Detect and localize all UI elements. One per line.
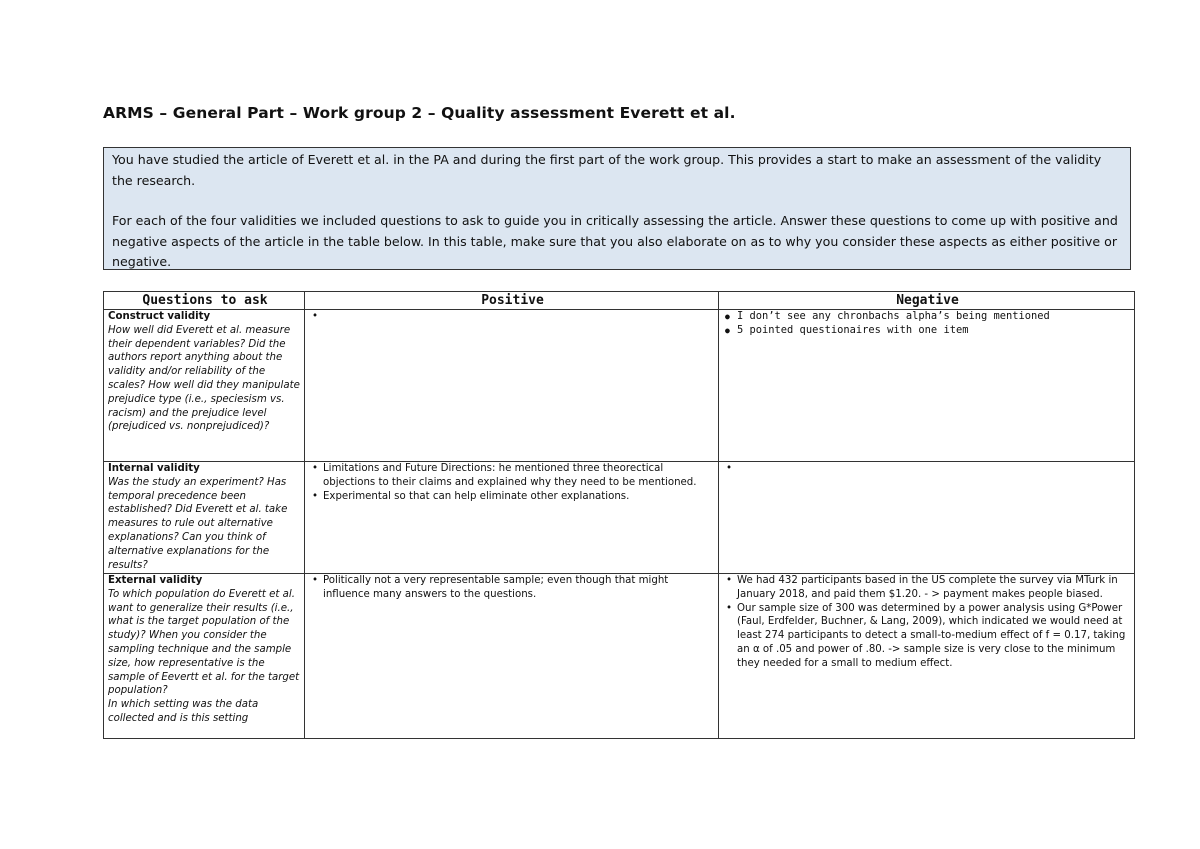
list-item: • Politically not a very representable sample; even though that might influence many answers to the questions. — [323, 574, 716, 602]
validity-name: Internal validity — [108, 463, 200, 474]
negative-cell[interactable] — [719, 310, 1135, 462]
validity-questions: Was the study an experiment? Has temporal precedence been established? Did Everett et al. take measures to rule out alternative explanations? Can you think of alternative explanations for the results? — [108, 476, 288, 571]
validity-questions: How well did Everett et al. measure their dependent variables? Did the authors report anything about the validity and/or reliability of the scales? How well did they manipulate prejudice type (i.e., speciesism vs. racism) and the prejudice level (prejudiced vs. nonprejudiced)? — [108, 324, 300, 433]
list-item: ● I don’t see any chronbachs alpha’s being mentioned — [737, 310, 1132, 324]
list-item: • Experimental so that can help eliminate other explanations. — [323, 490, 716, 504]
negative-list — [723, 574, 1132, 671]
positive-cell[interactable] — [305, 310, 719, 462]
list-item: ● 5 pointed questionaires with one item — [737, 324, 1132, 338]
list-item: • We had 432 participants based in the US complete the survey via MTurk in January 2018, and paid them $1.20. - > payment makes people biased. — [737, 574, 1132, 602]
negative-cell[interactable] — [719, 574, 1135, 739]
document-title: ARMS – General Part – Work group 2 – Quality assessment Everett et al. — [103, 104, 736, 122]
table-header-row — [104, 292, 1135, 310]
positive-list — [309, 462, 716, 503]
header-negative: Negative — [719, 292, 1135, 310]
instructions-paragraph-2: For each of the four validities we included questions to ask to guide you in critically assessing the article. Answer these questions to come up with positive and negative aspects of the article in the table below. In this table, make sure that you also elaborate on as to why you consider these aspects as either positive or negative. — [112, 213, 1118, 269]
instructions-box — [103, 147, 1131, 270]
table-row-external-validity — [104, 574, 1135, 739]
questions-cell — [104, 462, 305, 574]
positive-cell[interactable] — [305, 462, 719, 574]
table-row-internal-validity — [104, 462, 1135, 574]
validity-name: Construct validity — [108, 311, 211, 322]
table-row-construct-validity — [104, 310, 1135, 462]
header-questions: Questions to ask — [104, 292, 305, 310]
questions-cell — [104, 574, 305, 739]
quality-assessment-table — [103, 291, 1135, 739]
negative-cell[interactable] — [719, 462, 1135, 574]
validity-questions: To which population do Everett et al. want to generalize their results (i.e., what is the target population of the study)? When you consider the sampling technique and the sample size, how representative is the sample of Eevertt et al. for the target population? — [108, 588, 300, 697]
negative-list — [723, 310, 1132, 338]
header-positive: Positive — [305, 292, 719, 310]
validity-questions-continued: In which setting was the data collected and is this setting — [108, 699, 259, 724]
questions-cell — [104, 310, 305, 462]
validity-name: External validity — [108, 575, 203, 586]
positive-cell[interactable] — [305, 574, 719, 739]
list-item: • Our sample size of 300 was determined by a power analysis using G*Power (Faul, Erdfelder, Buchner, & Lang, 2009), which indicated we would need at least 274 participants to detect a small-to-medium effect of f = 0.17, taking an α of .05 and power of .80. -> sample size is very close to the minimum they needed for a small to medium effect. — [737, 602, 1132, 671]
positive-list — [309, 574, 716, 602]
instructions-paragraph-1: You have studied the article of Everett et al. in the PA and during the first part of the work group. This provides a start to make an assessment of the validity the research. — [112, 152, 1102, 188]
list-item: • Limitations and Future Directions: he mentioned three theorectical objections to their claims and explained why they need to be mentioned. — [323, 462, 716, 490]
